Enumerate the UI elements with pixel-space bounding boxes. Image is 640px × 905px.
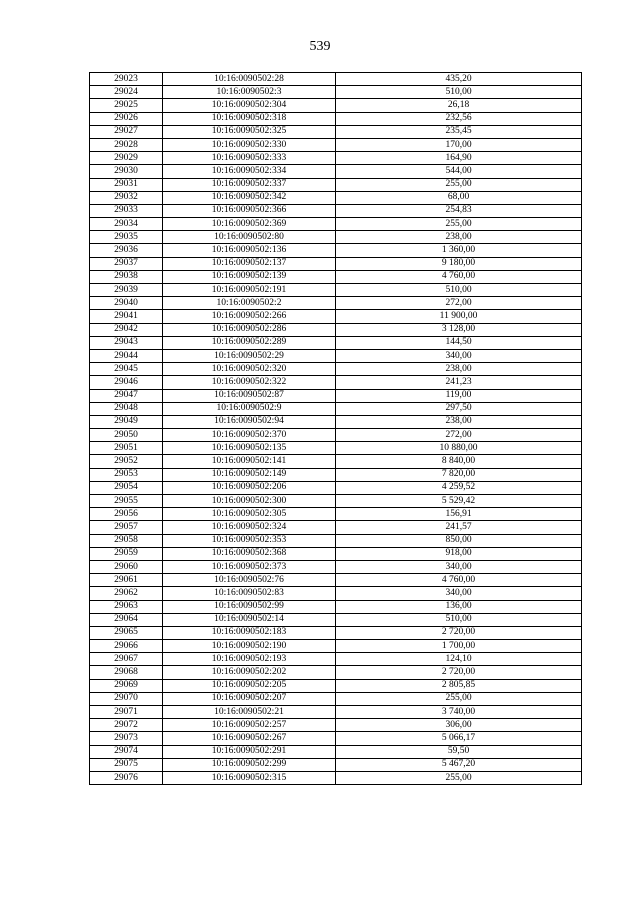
cadastral-number-cell: 10:16:0090502:333 [163, 152, 336, 165]
row-number-cell: 29073 [90, 732, 163, 745]
row-number-cell: 29068 [90, 666, 163, 679]
amount-cell: 59,50 [336, 745, 582, 758]
table-row [90, 429, 582, 442]
cadastral-number-cell: 10:16:0090502:202 [163, 666, 336, 679]
cadastral-number-cell: 10:16:0090502:80 [163, 231, 336, 244]
row-number-cell: 29044 [90, 349, 163, 362]
amount-cell: 272,00 [336, 297, 582, 310]
row-number-cell: 29038 [90, 270, 163, 283]
table-row [90, 310, 582, 323]
cadastral-number-cell: 10:16:0090502:136 [163, 244, 336, 257]
amount-cell: 918,00 [336, 547, 582, 560]
table-row [90, 231, 582, 244]
amount-cell: 2 720,00 [336, 666, 582, 679]
amount-cell: 68,00 [336, 191, 582, 204]
row-number-cell: 29054 [90, 481, 163, 494]
cadastral-number-cell: 10:16:0090502:366 [163, 204, 336, 217]
amount-cell: 238,00 [336, 363, 582, 376]
row-number-cell: 29037 [90, 257, 163, 270]
cadastral-number-cell: 10:16:0090502:300 [163, 495, 336, 508]
cadastral-number-cell: 10:16:0090502:14 [163, 613, 336, 626]
cadastral-number-cell: 10:16:0090502:304 [163, 99, 336, 112]
amount-cell: 241,57 [336, 521, 582, 534]
row-number-cell: 29035 [90, 231, 163, 244]
table-row [90, 508, 582, 521]
amount-cell: 4 760,00 [336, 270, 582, 283]
cadastral-number-cell: 10:16:0090502:137 [163, 257, 336, 270]
table-body [90, 73, 582, 785]
table-row [90, 613, 582, 626]
row-number-cell: 29023 [90, 73, 163, 86]
row-number-cell: 29031 [90, 178, 163, 191]
row-number-cell: 29061 [90, 574, 163, 587]
amount-cell: 340,00 [336, 560, 582, 573]
amount-cell: 124,10 [336, 653, 582, 666]
cadastral-number-cell: 10:16:0090502:369 [163, 218, 336, 231]
cadastral-number-cell: 10:16:0090502:206 [163, 481, 336, 494]
table-row [90, 165, 582, 178]
cadastral-number-cell: 10:16:0090502:193 [163, 653, 336, 666]
amount-cell: 254,83 [336, 204, 582, 217]
row-number-cell: 29034 [90, 218, 163, 231]
cadastral-number-cell: 10:16:0090502:139 [163, 270, 336, 283]
amount-cell: 170,00 [336, 138, 582, 151]
cadastral-number-cell: 10:16:0090502:28 [163, 73, 336, 86]
table-row [90, 244, 582, 257]
row-number-cell: 29028 [90, 138, 163, 151]
row-number-cell: 29067 [90, 653, 163, 666]
amount-cell: 544,00 [336, 165, 582, 178]
table-row [90, 178, 582, 191]
amount-cell: 3 128,00 [336, 323, 582, 336]
amount-cell: 255,00 [336, 692, 582, 705]
row-number-cell: 29062 [90, 587, 163, 600]
amount-cell: 255,00 [336, 771, 582, 784]
table-row [90, 626, 582, 639]
table-row [90, 86, 582, 99]
row-number-cell: 29026 [90, 112, 163, 125]
cadastral-number-cell: 10:16:0090502:330 [163, 138, 336, 151]
row-number-cell: 29024 [90, 86, 163, 99]
cadastral-number-cell: 10:16:0090502:318 [163, 112, 336, 125]
row-number-cell: 29036 [90, 244, 163, 257]
table-row [90, 389, 582, 402]
row-number-cell: 29030 [90, 165, 163, 178]
amount-cell: 26,18 [336, 99, 582, 112]
amount-cell: 5 066,17 [336, 732, 582, 745]
cadastral-number-cell: 10:16:0090502:267 [163, 732, 336, 745]
cadastral-number-cell: 10:16:0090502:207 [163, 692, 336, 705]
amount-cell: 435,20 [336, 73, 582, 86]
row-number-cell: 29074 [90, 745, 163, 758]
row-number-cell: 29025 [90, 99, 163, 112]
table-row [90, 402, 582, 415]
amount-cell: 238,00 [336, 231, 582, 244]
cadastral-number-cell: 10:16:0090502:149 [163, 468, 336, 481]
data-table [89, 72, 582, 785]
amount-cell: 2 720,00 [336, 626, 582, 639]
table-row [90, 138, 582, 151]
table-row [90, 732, 582, 745]
row-number-cell: 29049 [90, 415, 163, 428]
amount-cell: 1 360,00 [336, 244, 582, 257]
amount-cell: 5 467,20 [336, 758, 582, 771]
table-row [90, 99, 582, 112]
table-row [90, 152, 582, 165]
table-row [90, 547, 582, 560]
table-row [90, 218, 582, 231]
table-row [90, 719, 582, 732]
row-number-cell: 29071 [90, 706, 163, 719]
row-number-cell: 29041 [90, 310, 163, 323]
amount-cell: 10 880,00 [336, 442, 582, 455]
cadastral-number-cell: 10:16:0090502:205 [163, 679, 336, 692]
amount-cell: 119,00 [336, 389, 582, 402]
amount-cell: 2 805,85 [336, 679, 582, 692]
cadastral-number-cell: 10:16:0090502:183 [163, 626, 336, 639]
row-number-cell: 29029 [90, 152, 163, 165]
amount-cell: 297,50 [336, 402, 582, 415]
table-row [90, 191, 582, 204]
row-number-cell: 29063 [90, 600, 163, 613]
table-row [90, 574, 582, 587]
amount-cell: 144,50 [336, 336, 582, 349]
row-number-cell: 29059 [90, 547, 163, 560]
amount-cell: 7 820,00 [336, 468, 582, 481]
amount-cell: 272,00 [336, 429, 582, 442]
table-row [90, 481, 582, 494]
table-row [90, 284, 582, 297]
amount-cell: 510,00 [336, 613, 582, 626]
table-row [90, 349, 582, 362]
cadastral-number-cell: 10:16:0090502:2 [163, 297, 336, 310]
row-number-cell: 29072 [90, 719, 163, 732]
cadastral-number-cell: 10:16:0090502:9 [163, 402, 336, 415]
row-number-cell: 29065 [90, 626, 163, 639]
row-number-cell: 29048 [90, 402, 163, 415]
row-number-cell: 29046 [90, 376, 163, 389]
amount-cell: 255,00 [336, 218, 582, 231]
row-number-cell: 29066 [90, 640, 163, 653]
cadastral-number-cell: 10:16:0090502:190 [163, 640, 336, 653]
row-number-cell: 29039 [90, 284, 163, 297]
table-row [90, 297, 582, 310]
table-row [90, 257, 582, 270]
row-number-cell: 29060 [90, 560, 163, 573]
amount-cell: 510,00 [336, 284, 582, 297]
cadastral-number-cell: 10:16:0090502:94 [163, 415, 336, 428]
amount-cell: 340,00 [336, 349, 582, 362]
page-number: 539 [309, 39, 331, 54]
cadastral-number-cell: 10:16:0090502:305 [163, 508, 336, 521]
row-number-cell: 29064 [90, 613, 163, 626]
row-number-cell: 29042 [90, 323, 163, 336]
table-row [90, 73, 582, 86]
amount-cell: 232,56 [336, 112, 582, 125]
cadastral-number-cell: 10:16:0090502:83 [163, 587, 336, 600]
row-number-cell: 29040 [90, 297, 163, 310]
row-number-cell: 29057 [90, 521, 163, 534]
amount-cell: 306,00 [336, 719, 582, 732]
cadastral-number-cell: 10:16:0090502:191 [163, 284, 336, 297]
row-number-cell: 29043 [90, 336, 163, 349]
cadastral-number-cell: 10:16:0090502:291 [163, 745, 336, 758]
table-row [90, 112, 582, 125]
row-number-cell: 29045 [90, 363, 163, 376]
amount-cell: 11 900,00 [336, 310, 582, 323]
row-number-cell: 29076 [90, 771, 163, 784]
cadastral-number-cell: 10:16:0090502:370 [163, 429, 336, 442]
table-row [90, 455, 582, 468]
table-row [90, 758, 582, 771]
amount-cell: 238,00 [336, 415, 582, 428]
cadastral-number-cell: 10:16:0090502:3 [163, 86, 336, 99]
table-row [90, 560, 582, 573]
table-row [90, 587, 582, 600]
amount-cell: 136,00 [336, 600, 582, 613]
cadastral-number-cell: 10:16:0090502:337 [163, 178, 336, 191]
cadastral-number-cell: 10:16:0090502:315 [163, 771, 336, 784]
amount-cell: 235,45 [336, 125, 582, 138]
amount-cell: 340,00 [336, 587, 582, 600]
table-row [90, 600, 582, 613]
table-row [90, 706, 582, 719]
table-row [90, 534, 582, 547]
amount-cell: 8 840,00 [336, 455, 582, 468]
amount-cell: 3 740,00 [336, 706, 582, 719]
cadastral-number-cell: 10:16:0090502:353 [163, 534, 336, 547]
table-row [90, 771, 582, 784]
amount-cell: 164,90 [336, 152, 582, 165]
table-row [90, 363, 582, 376]
table-row [90, 376, 582, 389]
cadastral-number-cell: 10:16:0090502:257 [163, 719, 336, 732]
amount-cell: 5 529,42 [336, 495, 582, 508]
row-number-cell: 29047 [90, 389, 163, 402]
table-row [90, 692, 582, 705]
cadastral-number-cell: 10:16:0090502:289 [163, 336, 336, 349]
amount-cell: 510,00 [336, 86, 582, 99]
row-number-cell: 29053 [90, 468, 163, 481]
amount-cell: 1 700,00 [336, 640, 582, 653]
table-row [90, 745, 582, 758]
table-row [90, 125, 582, 138]
table-row [90, 640, 582, 653]
cadastral-number-cell: 10:16:0090502:342 [163, 191, 336, 204]
cadastral-number-cell: 10:16:0090502:135 [163, 442, 336, 455]
row-number-cell: 29052 [90, 455, 163, 468]
cadastral-number-cell: 10:16:0090502:334 [163, 165, 336, 178]
cadastral-number-cell: 10:16:0090502:373 [163, 560, 336, 573]
table-row [90, 666, 582, 679]
row-number-cell: 29050 [90, 429, 163, 442]
row-number-cell: 29051 [90, 442, 163, 455]
table-row [90, 442, 582, 455]
table-row [90, 679, 582, 692]
cadastral-number-cell: 10:16:0090502:324 [163, 521, 336, 534]
amount-cell: 241,23 [336, 376, 582, 389]
cadastral-number-cell: 10:16:0090502:266 [163, 310, 336, 323]
amount-cell: 156,91 [336, 508, 582, 521]
row-number-cell: 29069 [90, 679, 163, 692]
cadastral-number-cell: 10:16:0090502:87 [163, 389, 336, 402]
cadastral-number-cell: 10:16:0090502:29 [163, 349, 336, 362]
table-row [90, 336, 582, 349]
table-row [90, 270, 582, 283]
table-row [90, 521, 582, 534]
amount-cell: 9 180,00 [336, 257, 582, 270]
cadastral-number-cell: 10:16:0090502:322 [163, 376, 336, 389]
row-number-cell: 29033 [90, 204, 163, 217]
table-row [90, 204, 582, 217]
table-row [90, 415, 582, 428]
row-number-cell: 29058 [90, 534, 163, 547]
cadastral-number-cell: 10:16:0090502:21 [163, 706, 336, 719]
row-number-cell: 29032 [90, 191, 163, 204]
amount-cell: 4 760,00 [336, 574, 582, 587]
table-row [90, 468, 582, 481]
row-number-cell: 29055 [90, 495, 163, 508]
table-row [90, 323, 582, 336]
row-number-cell: 29075 [90, 758, 163, 771]
amount-cell: 850,00 [336, 534, 582, 547]
amount-cell: 4 259,52 [336, 481, 582, 494]
cadastral-number-cell: 10:16:0090502:320 [163, 363, 336, 376]
cadastral-number-cell: 10:16:0090502:299 [163, 758, 336, 771]
cadastral-number-cell: 10:16:0090502:368 [163, 547, 336, 560]
row-number-cell: 29056 [90, 508, 163, 521]
table-row [90, 653, 582, 666]
amount-cell: 255,00 [336, 178, 582, 191]
row-number-cell: 29027 [90, 125, 163, 138]
cadastral-number-cell: 10:16:0090502:76 [163, 574, 336, 587]
cadastral-number-cell: 10:16:0090502:286 [163, 323, 336, 336]
cadastral-number-cell: 10:16:0090502:141 [163, 455, 336, 468]
cadastral-number-cell: 10:16:0090502:99 [163, 600, 336, 613]
row-number-cell: 29070 [90, 692, 163, 705]
cadastral-number-cell: 10:16:0090502:325 [163, 125, 336, 138]
table-row [90, 495, 582, 508]
